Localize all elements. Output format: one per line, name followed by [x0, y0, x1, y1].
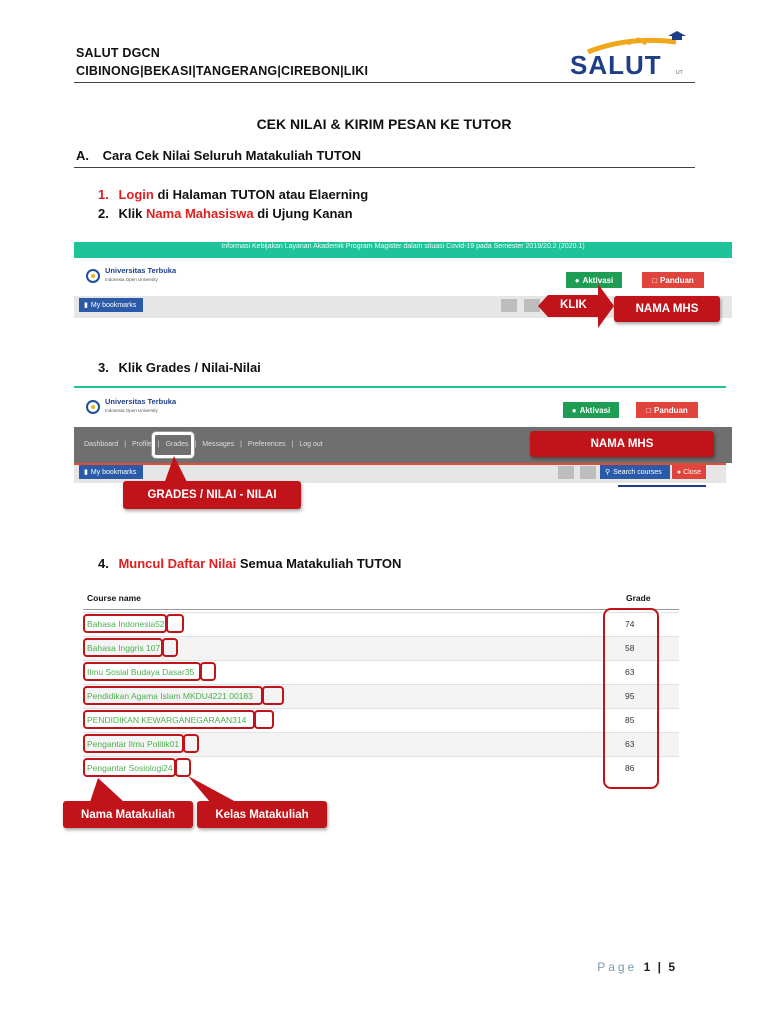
- step-4-rest: Semua Matakuliah TUTON: [236, 556, 402, 571]
- course-name-box: [83, 638, 163, 657]
- section-rule: [74, 167, 695, 168]
- course-code: 07: [150, 643, 161, 653]
- section-letter: A.: [76, 148, 89, 163]
- course-name-box: [83, 734, 184, 753]
- my-bookmarks-button[interactable]: [79, 298, 143, 312]
- ut-logo: [86, 267, 176, 284]
- col-course-name: Course name: [87, 593, 141, 603]
- course-code: 183: [238, 691, 253, 701]
- step-2-prefix: Klik: [118, 206, 146, 221]
- course-code-box: [183, 734, 199, 753]
- info-banner: Informasi Kebijakan Layanan Akademik Program Magister dalam situasi Covid-19 pada Semester 2019/20.2 (2020.1): [74, 242, 732, 258]
- course-code-box: [166, 614, 184, 633]
- grade-value: 86: [625, 763, 635, 773]
- nav-dashboard[interactable]: Dashboard: [84, 441, 119, 448]
- nama-matakuliah-callout: Nama Matakuliah: [63, 801, 193, 828]
- user-icon-3: ●: [676, 468, 682, 476]
- course-name-box: [83, 662, 201, 681]
- kelas-matakuliah-callout: Kelas Matakuliah: [197, 801, 327, 828]
- panduan-button[interactable]: [642, 272, 704, 288]
- course-code: 314: [232, 715, 247, 725]
- course-name: Bahasa Indonesia: [87, 619, 156, 629]
- ut-brand-sub-2: Indonesia Open University: [105, 408, 158, 413]
- grade-value: 63: [625, 667, 635, 677]
- top-accent: [74, 386, 726, 388]
- header-rule: [74, 82, 695, 83]
- course-name: Pendidikan Agama Islam MKDU4221 00: [87, 691, 239, 701]
- course-name: PENDIDIKAN KEWARGANEGARAAN: [87, 715, 233, 725]
- course-code-box: [262, 686, 284, 705]
- nav-profile[interactable]: Profile: [131, 441, 152, 448]
- footer-sep: |: [657, 960, 662, 974]
- footer-total: 5: [668, 960, 676, 974]
- step-3: [98, 360, 261, 375]
- my-bookmarks-label-2: My bookmarks: [90, 468, 137, 476]
- klik-label: KLIK: [560, 299, 587, 311]
- course-code: 35: [184, 667, 195, 677]
- grade-column-box: [603, 608, 659, 789]
- ut-emblem-icon-2: [86, 400, 100, 414]
- ut-emblem-icon: [86, 269, 100, 283]
- table-header-rule: [83, 609, 679, 610]
- panduan-button-2[interactable]: [636, 402, 698, 418]
- salut-logo: [568, 30, 698, 82]
- bookmark-icon: ▮: [84, 302, 88, 309]
- salut-logo-small: UT: [676, 70, 683, 76]
- notification-icon-2[interactable]: [580, 466, 596, 479]
- step-3-text: Klik Grades / Nilai-Nilai: [118, 360, 261, 375]
- grade-value: 95: [625, 691, 635, 701]
- step-1-highlight: Login: [118, 187, 154, 202]
- page-title: CEK NILAI & KIRIM PESAN KE TUTOR: [256, 116, 512, 132]
- col-grade: Grade: [626, 593, 651, 603]
- search-icon: ⚲: [605, 469, 611, 476]
- aktivasi-label: Aktivasi: [582, 275, 614, 285]
- messages-icon-2[interactable]: [558, 466, 574, 479]
- course-name: Ilmu Sosial Budaya Dasar: [87, 667, 185, 677]
- header-line-2: CIBINONG|BEKASI|TANGERANG|CIREBON|LIKI: [76, 64, 369, 78]
- folder-icon: □: [652, 275, 658, 285]
- step-2-rest: di Ujung Kanan: [253, 206, 353, 221]
- nama-mhs-callout-2: NAMA MHS: [530, 431, 714, 457]
- bookmark-icon-2: ▮: [84, 469, 88, 476]
- footer-page: 1: [643, 960, 652, 974]
- grade-value: 58: [625, 643, 635, 653]
- course-code-box: [254, 710, 274, 729]
- step-2-num: 2.: [98, 206, 109, 221]
- step-1: [98, 187, 368, 202]
- search-courses-button[interactable]: [600, 465, 670, 479]
- grades-callout: GRADES / NILAI - NILAI: [123, 481, 301, 509]
- course-name-box: [83, 614, 167, 633]
- course-code-box: [162, 638, 178, 657]
- user-icon-2: ●: [571, 405, 577, 415]
- header-line-1: SALUT DGCN: [76, 46, 160, 60]
- close-button[interactable]: [672, 465, 706, 479]
- nav-grades[interactable]: Grades: [165, 441, 189, 448]
- step-3-num: 3.: [98, 360, 109, 375]
- page-footer: [597, 960, 676, 974]
- step-4-num: 4.: [98, 556, 109, 571]
- course-code: 24: [163, 763, 173, 773]
- course-code-box: [200, 662, 216, 681]
- course-name-box: [83, 686, 263, 705]
- course-name: Pengantar Sosiologi: [87, 763, 164, 773]
- close-label: Close: [683, 468, 702, 476]
- ut-brand: Universitas Terbuka: [105, 266, 177, 275]
- ut-logo-2: [86, 398, 176, 415]
- grade-value: 63: [625, 739, 635, 749]
- step-1-num: 1.: [98, 187, 109, 202]
- course-name-box: [83, 710, 255, 729]
- search-underline: [618, 485, 706, 487]
- step-2-highlight: Nama Mahasiswa: [145, 206, 254, 221]
- nama-mhs-callout-1: NAMA MHS: [614, 296, 720, 322]
- course-name: Pengantar Ilmu Politik: [87, 739, 170, 749]
- panduan-label: Panduan: [660, 275, 694, 285]
- grade-value: 74: [625, 619, 635, 629]
- ut-brand-2: Universitas Terbuka: [105, 397, 177, 406]
- aktivasi-label-2: Aktivasi: [579, 405, 611, 415]
- salut-logo-text: SALUT: [570, 50, 662, 80]
- my-bookmarks-label: My bookmarks: [90, 301, 137, 309]
- course-name: Bahasa Inggris 1: [87, 643, 151, 653]
- nav-items: Dashboard | Profile | Grades | Messages | Preferences | Log out: [84, 441, 323, 448]
- step-4: [98, 556, 401, 571]
- messages-icon[interactable]: [501, 299, 517, 312]
- panduan-label-2: Panduan: [654, 405, 688, 415]
- ut-brand-sub: Indonesia Open University: [105, 277, 158, 282]
- step-4-highlight: Muncul Daftar Nilai: [118, 556, 237, 571]
- step-2: [98, 206, 353, 221]
- folder-icon-2: □: [646, 405, 652, 415]
- grade-value: 85: [625, 715, 635, 725]
- aktivasi-button-2[interactable]: [563, 402, 619, 418]
- section-text: Cara Cek Nilai Seluruh Matakuliah TUTON: [102, 148, 362, 163]
- nav-messages[interactable]: Messages: [202, 441, 235, 448]
- nav-logout[interactable]: Log out: [299, 441, 323, 448]
- course-code: 01: [169, 739, 180, 749]
- search-courses-label: Search courses: [613, 468, 662, 476]
- user-icon: ●: [574, 275, 580, 285]
- course-code: 52: [155, 619, 165, 629]
- footer-label: Page: [597, 960, 638, 974]
- step-1-rest: di Halaman TUTON atau Elaerning: [153, 187, 369, 202]
- section-heading: [76, 148, 361, 163]
- nav-preferences[interactable]: Preferences: [247, 441, 286, 448]
